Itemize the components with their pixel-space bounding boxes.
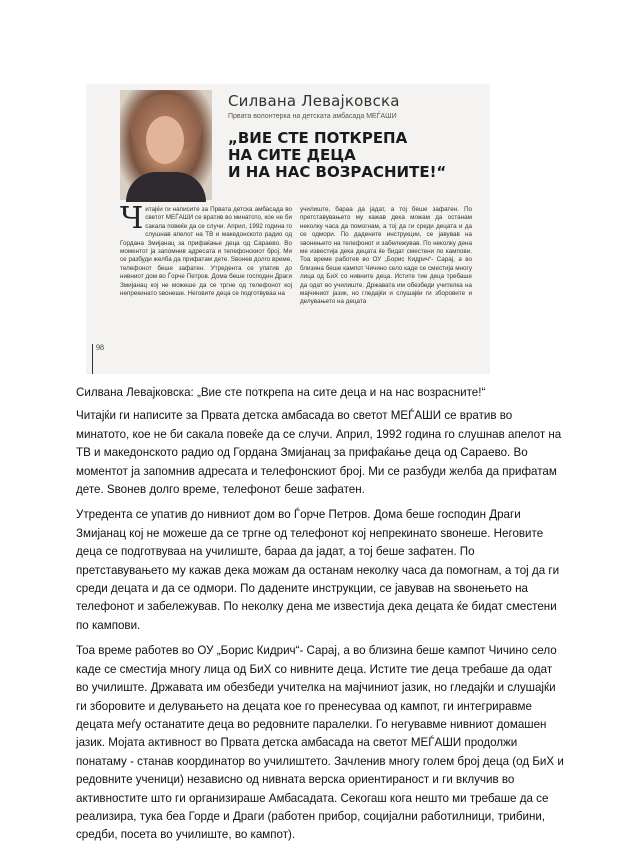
scan-column-right: училиште, бараа да јадат, а тој беше зафатен. По претставувањето му кажав дека можам да останам неколку часа да помогнам, а тој да ги среди децата и да се одмори. По дадените инструкции, се јавував на ѕвонењето на телефонот и забележував. По неколку дена ме известија дека децата ќе бидат сместени по кампови. Тоа време работев во ОУ „Борис Кидрич“- Сарај, а во близина беше кампот Чичино село каде се сместија многу лица од БиХ со нивните деца. Истите тие деца требаше да одат во училиште. Државата им обезбеди учителка на мајчиниот јазик, но гледајќи и слушајќи ги зборовите и делувањето на децата [300,206,472,306]
scan-author-name: Силвана Левајковска [228,92,400,110]
scan-headline-line: И НА НАС ВОЗРАСНИТЕ!“ [228,163,447,181]
scanned-magazine-page [86,84,490,374]
article-paragraph-2: Утредента се упатив до нивниот дом во Ѓорче Петров. Дома беше господин Драги Змијанац кој не можеше да се тргне од телефонот кој непрекинато ѕвонеше. Неговите деца се подготвуваа на училиште, бараа да јадат, а тој беше зафатен. По претставувањето му кажав дека можам да останам неколку часа да помогнам, а тој да ги среди децата и да се одмори. По дадените инструкции, се јавував на ѕвонењето на телефонот и забележував. По неколку дена ме известија дека децата ќе бидат сместени по кампови. [76,508,560,632]
article-text [76,384,566,852]
article-paragraph-3: Тоа време работев во ОУ „Борис Кидрич“- Сарај, а во близина беше кампот Чичино село каде се сместија многу лица од БиХ со нивните деца. Истите тие деца требаше да одат во училиште. Државата им обезбеди учителка на мајчиниот јазик, но гледајќи и слушајќи ги зборовите и делувањето на децата кое го пренесуваа од кампот, ги интегриравме децата меѓу останатите деца во редовните паралелки. Го негувавме нивниот домашен јазик. Мојата активност во Првата детска амбасада на светот МЕЃАШИ продолжи понатаму - станав координатор во училиштето. Зачленив многу голем број деца (од БиХ и редовните ученици) независно од нивната верска ориентираност и ги вклучив во активностите што ги организираше Амбасадата. Секогаш кога нешто ми требаше да се реализира, тука беа Горде и Драги (работен прибор, социјални работилници, трибини, средби, посета во училиште, во кампот). [76,644,564,842]
page-number-rule [92,344,93,374]
scan-headline-line: „ВИЕ СТЕ ПОТКРЕПА [228,129,408,147]
author-portrait-photo [120,90,212,200]
page-number: 98 [96,343,104,352]
article-paragraph-1: Читајќи ги написите за Првата детска амбасада во светот МЕЃАШИ се вратив во минатото, кое не би сакала повеќе да се случи. Април, 1992 година го слушнав апелот на ТВ и македонското радио од Гордана Змијанац за прифаќање деца од Сараево. Во моментот ја запомнив адресата и телефонскиот број. Ми се разбуди желба да прифатам дете. Ѕвонев долго време, телефонот беше зафатен. [76,409,562,497]
portrait-shirt [126,172,206,202]
scan-headline [228,130,478,181]
portrait-face [146,116,184,164]
scan-headline-line: НА СИТЕ ДЕЦА [228,146,356,164]
scan-column-left [120,206,292,340]
scan-column-left-text: итајќи ги написите за Првата детска амбасада во светот МЕЃАШИ се вратив во минатото, кое не би сакала повеќе да се случи. Април, 1992 година го слушнав апелот на ТВ и македонското радио од Гордана Змијанац за прифаќање деца од Сараево. Во моментот ја запомнив адресата и телефонскиот број. Ми се разбуди желба да прифатам дете. Ѕвонев долго време, телефонот беше зафатен. Утредента се упатив до нивниот дом во Ѓорче Петров. Дома беше господин Драги Змијанац кој не можеше да се тргне од телефонот кој непрекинато ѕвонеше. Неговите деца се подготвуваа на [120,206,292,298]
article-title: Силвана Левајковска: „Вие сте поткрепа на сите деца и на нас возрасните!“ [76,386,486,399]
scan-dropcap: Ч [120,206,144,236]
scan-author-role: Првата волонтерка на детската амбасада МЕЃАШИ [228,113,397,120]
